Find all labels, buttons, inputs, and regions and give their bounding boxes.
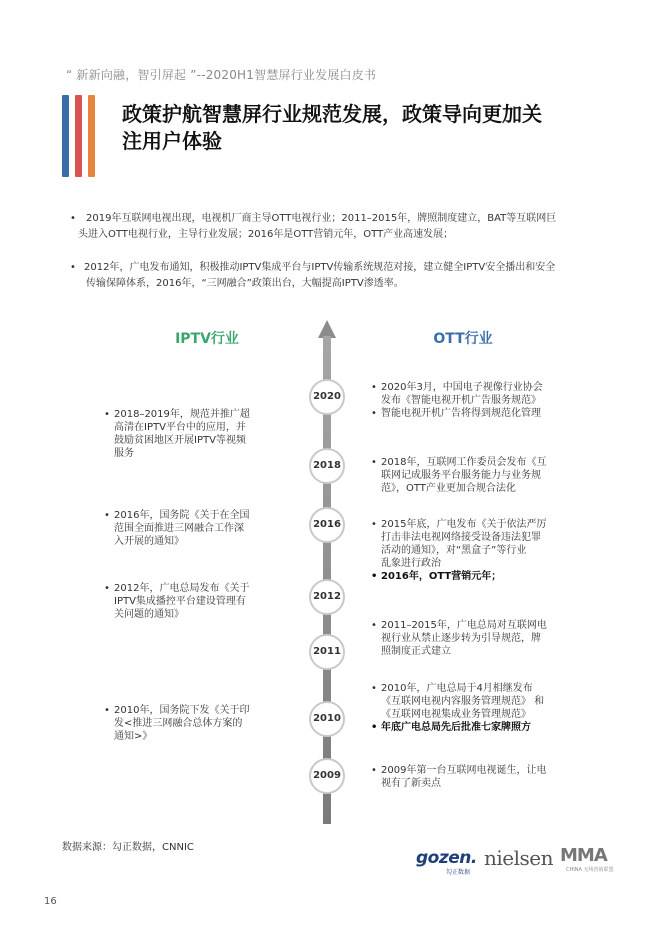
ott-item-2018: • 2018年，互联网工作委员会发布《互 联网记成服务平台服务能力与业务规 范》，OTT产业更加合规合法化 — [371, 457, 547, 494]
decorative-title-bars — [62, 95, 102, 177]
gozen-logo: gozen. — [416, 848, 477, 868]
red-bar — [75, 95, 82, 177]
year-node-2011: 2011 — [309, 634, 345, 670]
ott-item-2010: • 2010年，广电总局于4月相继发布 《互联网电视内容服务管理规范》 和 《互联网电视集成业务管理规范》 • 年底广电总局先后批准七家牌照方 — [371, 683, 545, 733]
page-title: 政策护航智慧屏行业规范发展，政策导向更加关 注用户体验 — [122, 102, 542, 153]
intro-bullet-2: • 2012年，广电发布通知，积极推动IPTV集成平台与IPTV传输系统规范对接，建立健全IPTV安全播出和安全 传输保障体系，2016年，“三网融合”政策出台，大幅提高IPTV渗透率。 — [70, 262, 556, 289]
axis-arrowhead — [318, 320, 336, 338]
ott-item-2020: • 2020年3月，中国电子视像行业协会 发布《智能电视开机广告服务规范》 • 智能电视开机广告将得到规范化管理 — [371, 382, 543, 419]
year-node-2012: 2012 — [309, 579, 345, 615]
ott-item-2009: • 2009年第一台互联网电视诞生，让电 视有了新卖点 — [371, 765, 547, 789]
blue-bar — [62, 95, 69, 177]
iptv-item-2012: • 2012年，广电总局发布《关于 IPTV集成播控平台建设管理有 关问题的通知》 — [104, 583, 250, 620]
year-node-2016: 2016 — [309, 507, 345, 543]
year-node-2020: 2020 — [309, 379, 345, 415]
page-number: 16 — [44, 896, 57, 907]
intro-bullet-1: • 2019年互联网电视出现，电视机厂商主导OTT电视行业；2011–2015年，牌照制度建立，BAT等互联网巨 头进入OTT电视行业，主导行业发展；2016年是OTT营销元年，OTT产业高速发展； — [70, 213, 557, 240]
orange-bar — [88, 95, 95, 177]
iptv-item-2016: • 2016年，国务院《关于在全国 范围全面推进三网融合工作深 入开展的通知》 — [104, 510, 250, 547]
mma-logo: MMA — [560, 845, 607, 866]
ott-item-2016: • 2015年底，广电发布《关于依法严厉 打击非法电视网络接受设备违法犯罪 活动的通知》，对“黑盒子”等行业 乱象进行政治 • 2016年，OTT营销元年； — [371, 519, 547, 582]
ott-item-2011: • 2011–2015年，广电总局对互联网电 视行业从禁止逐步转为引导规范，牌 照制度正式建立 — [371, 620, 547, 657]
iptv-heading: IPTV行业 — [175, 331, 239, 347]
ott-heading: OTT行业 — [433, 331, 493, 347]
nielsen-logo: nielsen — [484, 846, 553, 870]
year-node-2009: 2009 — [309, 758, 345, 794]
gozen-logo-subtext: 勾正数据 — [446, 869, 471, 876]
year-node-2018: 2018 — [309, 448, 345, 484]
data-source-note: 数据来源：勾正数据，CNNIC — [62, 842, 194, 853]
iptv-item-2010: • 2010年，国务院下发《关于印 发<推进三网融合总体方案的 通知>》 — [104, 705, 250, 742]
mma-logo-subtext: CHINA 无线营销联盟 — [566, 867, 614, 873]
document-subtitle: “ 新新向融，智引屏起 ”--2020H1智慧屏行业发展白皮书 — [66, 68, 377, 82]
iptv-item-2018: • 2018–2019年，规范并推广超 高清在IPTV平台中的应用，并 鼓励贫困地区开展IPTV等视频 服务 — [104, 409, 250, 459]
year-node-2010: 2010 — [309, 701, 345, 737]
